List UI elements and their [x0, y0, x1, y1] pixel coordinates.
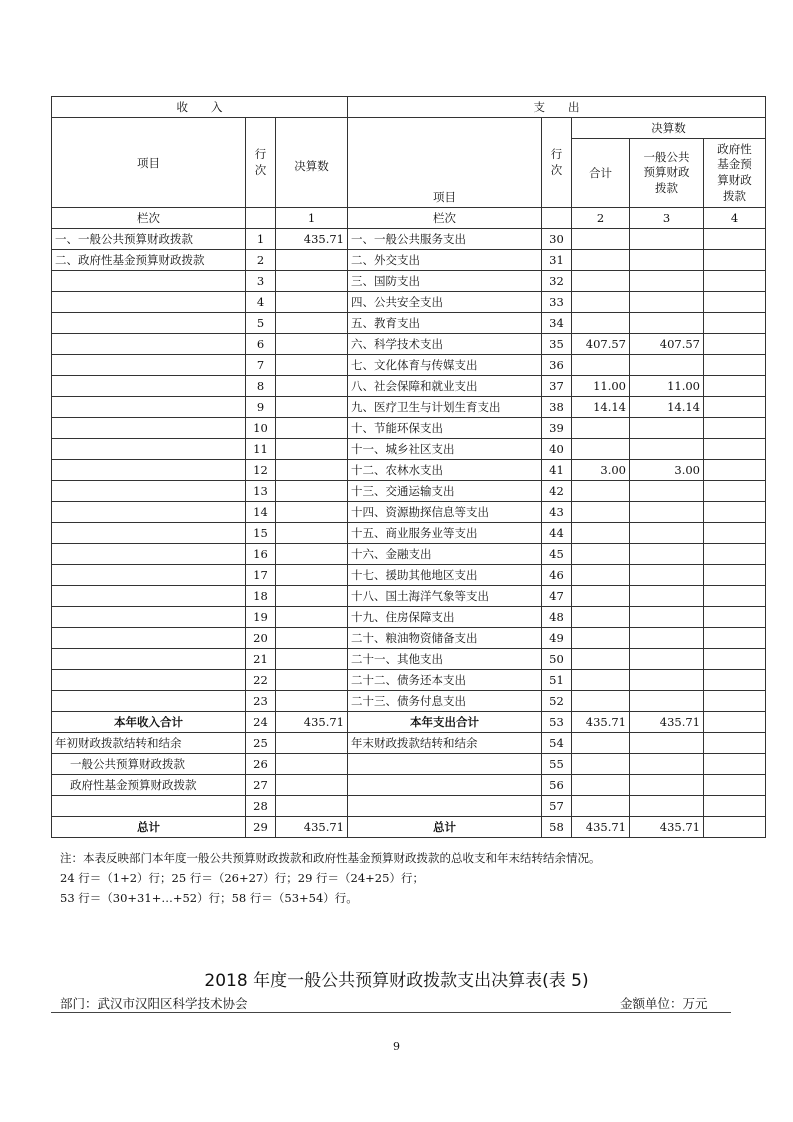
- expense-fund: [704, 376, 766, 397]
- expense-fund: [704, 523, 766, 544]
- balance-sum-right: [572, 775, 630, 796]
- expense-fund: [704, 691, 766, 712]
- income-line: 3: [246, 271, 276, 292]
- expense-fund: [704, 565, 766, 586]
- income-line: 2: [246, 250, 276, 271]
- unit-label: 金额单位：万元: [620, 996, 708, 1011]
- balance-item-left: 年初财政拨款结转和结余: [52, 733, 246, 754]
- income-line: 6: [246, 334, 276, 355]
- balance-item-right: [348, 796, 542, 817]
- expense-fund: [704, 334, 766, 355]
- expense-general: [630, 607, 704, 628]
- expense-total: [572, 292, 630, 313]
- table-row: [52, 691, 766, 712]
- expense-fund: [704, 250, 766, 271]
- expense-general: [630, 523, 704, 544]
- expense-total-general: 435.71: [630, 712, 704, 733]
- expense-general: [630, 544, 704, 565]
- income-line: 18: [246, 586, 276, 607]
- table-row: [52, 418, 766, 439]
- expense-item: 二十一、其他支出: [348, 649, 542, 670]
- department-label: 部门：武汉市汉阳区科学技术协会: [60, 996, 248, 1011]
- expense-fund: [704, 628, 766, 649]
- balance-line-left: 27: [246, 775, 276, 796]
- table-row: [52, 502, 766, 523]
- header-rule: [51, 1012, 731, 1013]
- expense-item: 六、科学技术支出: [348, 334, 542, 355]
- income-line: 13: [246, 481, 276, 502]
- column-label-left: 栏次: [52, 208, 246, 229]
- income-total-amount: 435.71: [276, 712, 348, 733]
- balance-row: [52, 754, 766, 775]
- expense-total: [572, 607, 630, 628]
- final-accounts-table: [51, 96, 766, 838]
- income-line: 23: [246, 691, 276, 712]
- expense-total: [572, 229, 630, 250]
- income-item: [52, 313, 246, 334]
- balance-amount-left: [276, 754, 348, 775]
- balance-fund-right: [704, 733, 766, 754]
- table-row: [52, 628, 766, 649]
- table-row: [52, 313, 766, 334]
- expense-general: [630, 586, 704, 607]
- table-note-formula-2: 53 行＝（30+31+…+52）行；58 行＝（53+54）行。: [60, 891, 358, 905]
- expense-line: 30: [542, 229, 572, 250]
- expense-fund: [704, 292, 766, 313]
- grand-total-line-left: 29: [246, 817, 276, 838]
- expense-total-line: 53: [542, 712, 572, 733]
- expense-general: 407.57: [630, 334, 704, 355]
- expense-general: [630, 250, 704, 271]
- expense-total: [572, 250, 630, 271]
- income-line: 22: [246, 670, 276, 691]
- expense-total: [572, 418, 630, 439]
- balance-row: [52, 733, 766, 754]
- grand-total-label-left: 总计: [52, 817, 246, 838]
- income-amount: 435.71: [276, 229, 348, 250]
- expense-item: 二十、粮油物资储备支出: [348, 628, 542, 649]
- expense-item: 二、外交支出: [348, 250, 542, 271]
- table-row: [52, 607, 766, 628]
- grand-total-line-right: 58: [542, 817, 572, 838]
- balance-sum-right: [572, 733, 630, 754]
- expense-total: [572, 439, 630, 460]
- expense-line: 35: [542, 334, 572, 355]
- expense-total: [572, 544, 630, 565]
- balance-fund-right: [704, 754, 766, 775]
- income-item: [52, 334, 246, 355]
- income-amount: [276, 460, 348, 481]
- table-row: [52, 670, 766, 691]
- grand-total-amount-left: 435.71: [276, 817, 348, 838]
- expense-fund: [704, 439, 766, 460]
- expense-line: 52: [542, 691, 572, 712]
- income-line: 9: [246, 397, 276, 418]
- table-row: [52, 523, 766, 544]
- expense-general: [630, 313, 704, 334]
- income-line: 12: [246, 460, 276, 481]
- income-line: 7: [246, 355, 276, 376]
- expense-general: [630, 355, 704, 376]
- expense-total: [572, 586, 630, 607]
- fund-budget-header: 政府性基金预算财政拨款: [704, 139, 766, 208]
- expense-fund: [704, 397, 766, 418]
- balance-general-right: [630, 733, 704, 754]
- expense-total: [572, 649, 630, 670]
- income-line: 21: [246, 649, 276, 670]
- expense-line: 49: [542, 628, 572, 649]
- income-amount: [276, 271, 348, 292]
- expense-general: [630, 418, 704, 439]
- income-amount: [276, 397, 348, 418]
- balance-line-right: 57: [542, 796, 572, 817]
- income-item: [52, 544, 246, 565]
- income-item: [52, 439, 246, 460]
- expense-item: 十七、援助其他地区支出: [348, 565, 542, 586]
- income-amount: [276, 544, 348, 565]
- expense-general: 3.00: [630, 460, 704, 481]
- balance-sum-right: [572, 796, 630, 817]
- income-amount: [276, 565, 348, 586]
- page-number: 9: [393, 1040, 400, 1053]
- grand-total-fund-right: [704, 817, 766, 838]
- column-num-1: 1: [276, 208, 348, 229]
- column-num-4: 4: [704, 208, 766, 229]
- income-line: 10: [246, 418, 276, 439]
- income-item: 二、政府性基金预算财政拨款: [52, 250, 246, 271]
- balance-row: [52, 775, 766, 796]
- expense-line-header: 行次: [542, 118, 572, 208]
- expense-general: [630, 271, 704, 292]
- table-row: [52, 292, 766, 313]
- expense-fund: [704, 229, 766, 250]
- income-line: 20: [246, 628, 276, 649]
- income-line: 5: [246, 313, 276, 334]
- income-line: 16: [246, 544, 276, 565]
- expense-section-header: 支 出: [348, 97, 766, 118]
- grand-total-general-right: 435.71: [630, 817, 704, 838]
- table-row: [52, 355, 766, 376]
- expense-total: [572, 628, 630, 649]
- expense-fund: [704, 649, 766, 670]
- expense-item: 十、节能环保支出: [348, 418, 542, 439]
- expense-item: 十三、交通运输支出: [348, 481, 542, 502]
- income-item: [52, 397, 246, 418]
- income-item: [52, 565, 246, 586]
- income-item: 一、一般公共预算财政拨款: [52, 229, 246, 250]
- expense-general: [630, 565, 704, 586]
- expense-total-sum: 435.71: [572, 712, 630, 733]
- expense-line: 40: [542, 439, 572, 460]
- expense-total: 14.14: [572, 397, 630, 418]
- expense-line: 42: [542, 481, 572, 502]
- balance-line-right: 55: [542, 754, 572, 775]
- column-num-2: 2: [572, 208, 630, 229]
- expense-total: 11.00: [572, 376, 630, 397]
- income-amount: [276, 313, 348, 334]
- expense-item: 十六、金融支出: [348, 544, 542, 565]
- income-section-header: 收 入: [52, 97, 348, 118]
- expense-line: 38: [542, 397, 572, 418]
- balance-general-right: [630, 796, 704, 817]
- expense-item: 二十二、债务还本支出: [348, 670, 542, 691]
- expense-item: 十八、国土海洋气象等支出: [348, 586, 542, 607]
- expense-general: [630, 502, 704, 523]
- expense-line: 33: [542, 292, 572, 313]
- income-item-header: 项目: [52, 118, 246, 208]
- expense-total: [572, 313, 630, 334]
- expense-fund: [704, 355, 766, 376]
- expense-line: 43: [542, 502, 572, 523]
- expense-general: [630, 649, 704, 670]
- table-row: [52, 481, 766, 502]
- expense-fund: [704, 313, 766, 334]
- expense-total: [572, 670, 630, 691]
- income-total-line: 24: [246, 712, 276, 733]
- expense-item: 十二、农林水支出: [348, 460, 542, 481]
- expense-line: 47: [542, 586, 572, 607]
- expense-total: [572, 565, 630, 586]
- balance-fund-right: [704, 796, 766, 817]
- balance-item-right: 年末财政拨款结转和结余: [348, 733, 542, 754]
- expense-total: 3.00: [572, 460, 630, 481]
- table-row: [52, 439, 766, 460]
- expense-total: [572, 355, 630, 376]
- income-amount: [276, 502, 348, 523]
- income-item: [52, 502, 246, 523]
- income-line: 19: [246, 607, 276, 628]
- expense-fund: [704, 502, 766, 523]
- expense-line: 44: [542, 523, 572, 544]
- balance-line-left: 28: [246, 796, 276, 817]
- expense-general: [630, 481, 704, 502]
- table-row: [52, 586, 766, 607]
- income-line: 4: [246, 292, 276, 313]
- income-amount-header: 决算数: [276, 118, 348, 208]
- expense-line: 41: [542, 460, 572, 481]
- income-item: [52, 355, 246, 376]
- expense-total-fund: [704, 712, 766, 733]
- expense-line: 32: [542, 271, 572, 292]
- expense-line: 31: [542, 250, 572, 271]
- income-amount: [276, 418, 348, 439]
- expense-fund: [704, 481, 766, 502]
- expense-line: 36: [542, 355, 572, 376]
- expense-item: 七、文化体育与传媒支出: [348, 355, 542, 376]
- grand-total-label-right: 总计: [348, 817, 542, 838]
- column-num-3: 3: [630, 208, 704, 229]
- income-line: 17: [246, 565, 276, 586]
- income-item: [52, 691, 246, 712]
- grand-total-sum-right: 435.71: [572, 817, 630, 838]
- balance-general-right: [630, 754, 704, 775]
- income-item: [52, 670, 246, 691]
- balance-amount-left: [276, 796, 348, 817]
- table-note-formula-1: 24 行＝（1+2）行；25 行＝（26+27）行；29 行＝（24+25）行；: [60, 871, 424, 885]
- income-total-label: 本年收入合计: [52, 712, 246, 733]
- expense-total: [572, 271, 630, 292]
- expense-total: [572, 481, 630, 502]
- expense-total-label: 本年支出合计: [348, 712, 542, 733]
- income-item: [52, 292, 246, 313]
- table-row: [52, 334, 766, 355]
- income-amount: [276, 670, 348, 691]
- expense-item: 二十三、债务付息支出: [348, 691, 542, 712]
- expense-general: [630, 670, 704, 691]
- expense-item: 五、教育支出: [348, 313, 542, 334]
- balance-fund-right: [704, 775, 766, 796]
- amount-group-header: 决算数: [572, 118, 766, 139]
- balance-row: [52, 796, 766, 817]
- expense-item: 十四、资源勘探信息等支出: [348, 502, 542, 523]
- income-item: [52, 376, 246, 397]
- income-amount: [276, 586, 348, 607]
- income-line: 15: [246, 523, 276, 544]
- table-row: [52, 250, 766, 271]
- income-amount: [276, 334, 348, 355]
- expense-fund: [704, 586, 766, 607]
- general-budget-header: 一般公共预算财政拨款: [630, 139, 704, 208]
- expense-fund: [704, 607, 766, 628]
- expense-item: 三、国防支出: [348, 271, 542, 292]
- table-row: [52, 544, 766, 565]
- expense-item: 十五、商业服务业等支出: [348, 523, 542, 544]
- balance-line-left: 26: [246, 754, 276, 775]
- income-amount: [276, 691, 348, 712]
- expense-line: 48: [542, 607, 572, 628]
- expense-general: [630, 628, 704, 649]
- income-line-header: 行次: [246, 118, 276, 208]
- expense-line: 39: [542, 418, 572, 439]
- balance-general-right: [630, 775, 704, 796]
- column-label-right: 栏次: [348, 208, 542, 229]
- expense-total: 407.57: [572, 334, 630, 355]
- income-item: [52, 628, 246, 649]
- balance-item-left: 一般公共预算财政拨款: [52, 754, 246, 775]
- balance-item-right: [348, 775, 542, 796]
- balance-amount-left: [276, 775, 348, 796]
- expense-total: [572, 691, 630, 712]
- income-amount: [276, 355, 348, 376]
- income-item: [52, 460, 246, 481]
- income-amount: [276, 607, 348, 628]
- expense-line: 50: [542, 649, 572, 670]
- income-item: [52, 271, 246, 292]
- expense-general: 11.00: [630, 376, 704, 397]
- table-row: [52, 229, 766, 250]
- income-amount: [276, 439, 348, 460]
- expense-item: 九、医疗卫生与计划生育支出: [348, 397, 542, 418]
- income-line: 1: [246, 229, 276, 250]
- expense-fund: [704, 271, 766, 292]
- expense-fund: [704, 418, 766, 439]
- expense-total: [572, 523, 630, 544]
- income-amount: [276, 628, 348, 649]
- expense-item: 十一、城乡社区支出: [348, 439, 542, 460]
- income-item: [52, 607, 246, 628]
- expense-general: [630, 229, 704, 250]
- income-amount: [276, 292, 348, 313]
- table-row: [52, 376, 766, 397]
- income-line: 8: [246, 376, 276, 397]
- balance-line-right: 56: [542, 775, 572, 796]
- income-line: 11: [246, 439, 276, 460]
- balance-sum-right: [572, 754, 630, 775]
- income-line: 14: [246, 502, 276, 523]
- expense-item: 四、公共安全支出: [348, 292, 542, 313]
- balance-item-right: [348, 754, 542, 775]
- next-table-title: 2018 年度一般公共预算财政拨款支出决算表(表 5): [204, 971, 589, 991]
- table-note: 注：本表反映部门本年度一般公共预算财政拨款和政府性基金预算财政拨款的总收支和年末结转结余情况。: [60, 851, 601, 865]
- table-row: [52, 649, 766, 670]
- balance-amount-left: [276, 733, 348, 754]
- expense-fund: [704, 460, 766, 481]
- income-item: [52, 649, 246, 670]
- income-item: [52, 418, 246, 439]
- income-amount: [276, 523, 348, 544]
- income-item: [52, 586, 246, 607]
- expense-item: 八、社会保障和就业支出: [348, 376, 542, 397]
- table-row: [52, 460, 766, 481]
- expense-fund: [704, 670, 766, 691]
- expense-general: 14.14: [630, 397, 704, 418]
- expense-general: [630, 439, 704, 460]
- expense-line: 45: [542, 544, 572, 565]
- income-amount: [276, 250, 348, 271]
- income-item: [52, 523, 246, 544]
- table-row: [52, 397, 766, 418]
- expense-line: 46: [542, 565, 572, 586]
- income-amount: [276, 376, 348, 397]
- income-amount: [276, 481, 348, 502]
- expense-general: [630, 292, 704, 313]
- expense-line: 37: [542, 376, 572, 397]
- income-item: [52, 481, 246, 502]
- expense-item: 十九、住房保障支出: [348, 607, 542, 628]
- expense-line: 34: [542, 313, 572, 334]
- expense-fund: [704, 544, 766, 565]
- expense-item-header: 项目: [348, 118, 542, 208]
- table-row: [52, 271, 766, 292]
- expense-line: 51: [542, 670, 572, 691]
- balance-line-right: 54: [542, 733, 572, 754]
- expense-general: [630, 691, 704, 712]
- table-row: [52, 565, 766, 586]
- balance-line-left: 25: [246, 733, 276, 754]
- expense-item: 一、一般公共服务支出: [348, 229, 542, 250]
- income-amount: [276, 649, 348, 670]
- balance-item-left: 政府性基金预算财政拨款: [52, 775, 246, 796]
- total-header: 合计: [572, 139, 630, 208]
- expense-total: [572, 502, 630, 523]
- balance-item-left: [52, 796, 246, 817]
